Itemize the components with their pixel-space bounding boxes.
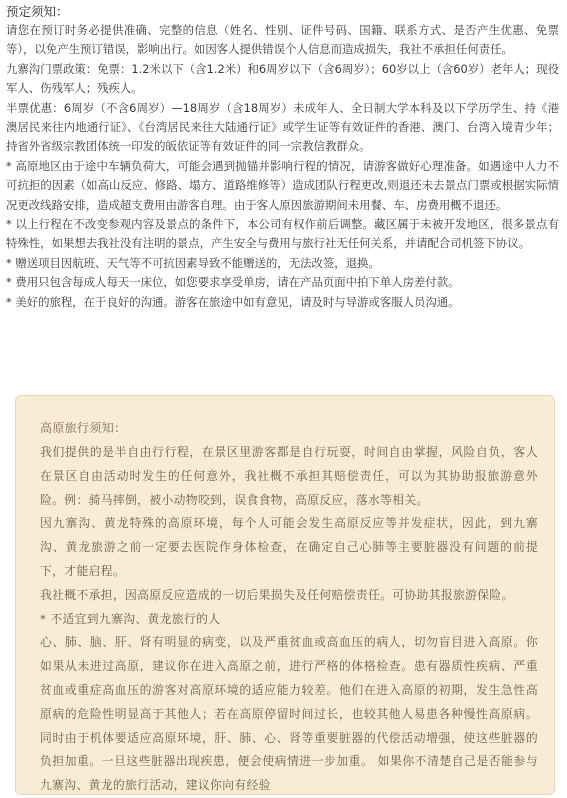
highland-notice-paragraph: 我们提供的是半自由行行程，在景区里游客都是自行玩耍，时间自由掌握，风险自负，客人在景区自由活动时发生的任何意外，我社概不承担其赔偿责任，可以为其协助报旅游意外险。例：骑马摔倒，被小动物咬到，误食食物，高原反应，落水等相关。 [40,445,538,507]
booking-notice-paragraph: * 赠送项目因航班、天气等不可抗因素导致不能赠送的，无法改签，退换。 [6,255,380,270]
booking-notice-paragraph: * 美好的旅程，在于良好的沟通。游客在旅途中如有意见，请及时与导游或客服人员沟通。 [6,294,460,309]
booking-notice-paragraph: 请您在预订时务必提供准确、完整的信息（姓名、性别、证件号码、国籍、联系方式、是否产生优惠、免票等），以免产生预订错误，影响出行。如因客人提供错误个人信息而造成损失，我社不承担任何责任。 [6,23,559,57]
booking-notice-paragraph: 九寨沟门票政策：免票：1.2米以下（含1.2米）和6周岁以下（含6周岁）；60岁以上（含60岁）老年人；现役军人、伤残军人；残疾人。 [6,61,559,96]
highland-notice-paragraph: * 不适宜到九寨沟、黄龙旅行的人 [40,611,221,626]
highland-notice-title: 高原旅行须知： [40,421,127,435]
highland-notice-box [15,395,555,795]
highland-notice-paragraph: 我社概不承担，因高原反应造成的一切后果损失及任何赔偿责任。可协助其报旅游保险。 [40,587,514,602]
booking-notice-section [6,2,559,312]
booking-notice-paragraph: * 费用只包含每成人每天一床位，如您要求享受单房，请在产品页面中拍下单人房差付款。 [6,275,460,290]
booking-notice-paragraph: * 以上行程在不改变参观内容及景点的条件下，本公司有权作前后调整。藏区属于未被开发地区，很多景点有特殊性，如果想去我社没有注明的景点，产生安全与费用与旅行社无任何关系，并请配合司机签下协议。 [6,217,559,251]
booking-notice-paragraph: 半票优惠：6周岁（不含6周岁）—18周岁（含18周岁）未成年人、全日制大学本科及以下学历学生、持《港澳居民来往内地通行证》、《台湾居民来往大陆通行证》或学生证等有效证件的香港、澳门、台湾入境青少年；持省外省级宗教团体统一印发的皈依证等有效证件的同一宗教信教群众。 [6,100,559,154]
highland-notice-paragraph: 因九寨沟、黄龙特殊的高原环境，每个人可能会发生高原反应等并发症状，因此，到九寨沟、黄龙旅游之前一定要去医院作身体检查，在确定自己心肺等主要脏器没有问题的前提下，才能启程。 [40,516,538,578]
booking-notice-title: 预定须知： [6,4,69,19]
booking-notice-paragraph: * 高原地区由于途中车辆负荷大，可能会遇到抛锚并影响行程的情况，请游客做好心理准备。如遇途中人力不可抗拒的因素（如高山反应、修路、塌方、道路维修等）造成团队行程更改,则退还未去景点门票或根据实际情况更改线路安排，造成超支费用由游客自理。由于客人原因旅游期间未用餐、车、房费用概不退还。 [6,158,559,212]
highland-notice-paragraph: 心、肺、脑、肝、肾有明显的病变，以及严重贫血或高血压的病人，切勿盲目进入高原。你如果从未进过高原，建议你在进入高原之前，进行严格的体格检查。患有器质性疾病、严重贫血或重症高血压的游客对高原环境的适应能力较差。他们在进入高原的初期，发生急性高原病的危险性明显高于其他人；若在高原停留时间过长，也较其他人易患各种慢性高原病。同时由于机体要适应高原环境，肝、肺、心、肾等重要脏器的代偿活动增强，使这些脏器的负担加重。一旦这些脏器出现疾患，便会使病情进一步加重。 如果你不清楚自己是否能参与九寨沟、黄龙的旅行活动，建议你向有经验 [40,635,538,793]
